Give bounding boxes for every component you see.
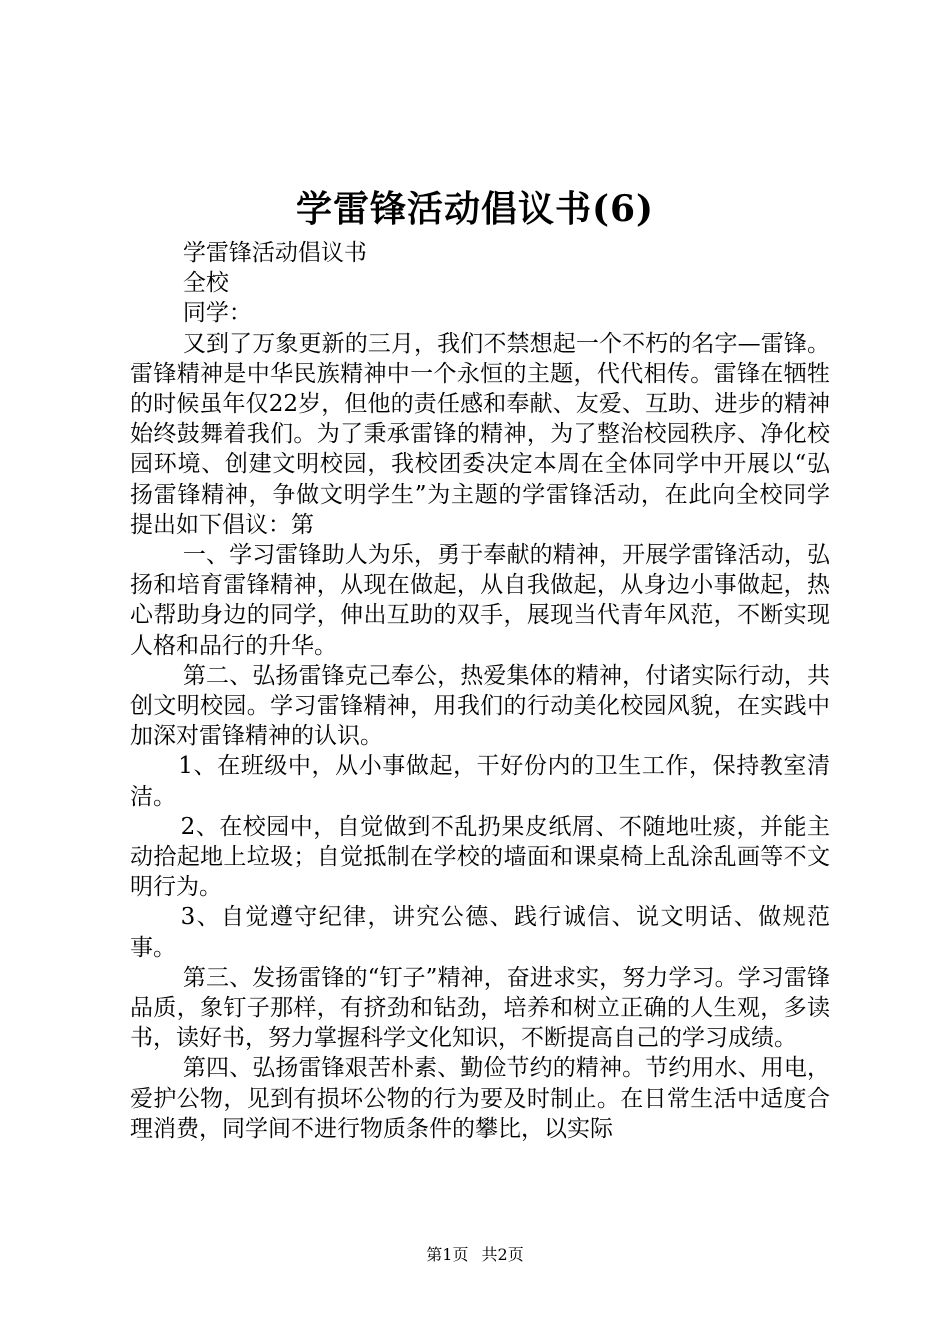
document-body [130, 238, 830, 1144]
paragraph-proposal-2: 第二、弘扬雷锋克己奉公，热爱集体的精神，付诸实际行动，共创文明校园。学习雷锋精神，用我们的行动美化校园风貌，在实践中加深对雷锋精神的认识。 [130, 662, 830, 750]
paragraph-addressee-school: 全校 [182, 270, 229, 297]
paragraph-item-2: 2、在校园中，自觉做到不乱扔果皮纸屑、不随地吐痰，并能主动拾起地上垃圾；自觉抵制在学校的墙面和课桌椅上乱涂乱画等不文明行为。 [130, 813, 830, 901]
paragraph-addressee-students: 同学： [182, 300, 252, 327]
paragraph-item-1: 1、在班级中，从小事做起，干好份内的卫生工作，保持教室清洁。 [130, 753, 830, 810]
paragraph-proposal-1: 一、学习雷锋助人为乐，勇于奉献的精神，开展学雷锋活动，弘扬和培育雷锋精神，从现在做起，从自我做起，从身边小事做起，热心帮助身边的同学，伸出互助的双手，展现当代青年风范，不断实现人格和品行的升华。 [130, 542, 830, 659]
document-title: 学雷锋活动倡议书(6) [295, 188, 655, 230]
page-footer [0, 1244, 950, 1266]
paragraph-intro: 又到了万象更新的三月，我们不禁想起一个不朽的名字—雷锋。雷锋精神是中华民族精神中一个永恒的主题，代代相传。雷锋在牺牲的时候虽年仅22岁，但他的责任感和奉献、友爱、互助、进步的精神始终鼓舞着我们。为了秉承雷锋的精神，为了整治校园秩序、净化校园环境、创建文明校园，我校团委决定本周在全体同学中开展以“弘扬雷锋精神，争做文明学生”为主题的学雷锋活动，在此向全校同学提出如下倡议：第 [130, 330, 830, 538]
page-number: 第1页 [426, 1245, 469, 1264]
paragraph-proposal-3: 第三、发扬雷锋的“钉子”精神，奋进求实，努力学习。学习雷锋品质，象钉子那样，有挤劲和钻劲，培养和树立正确的人生观，多读书，读好书，努力掌握科学文化知识，不断提高自己的学习成绩。 [130, 964, 830, 1052]
paragraph-proposal-4: 第四、弘扬雷锋艰苦朴素、勤俭节约的精神。节约用水、用电，爱护公物，见到有损坏公物的行为要及时制止。在日常生活中适度合理消费，同学间不进行物质条件的攀比，以实际 [130, 1055, 830, 1142]
paragraph-item-3: 3、自觉遵守纪律，讲究公德、践行诚信、说文明话、做规范事。 [130, 904, 830, 961]
paragraph-heading: 学雷锋活动倡议书 [182, 240, 367, 266]
page-total: 共2页 [481, 1245, 524, 1264]
